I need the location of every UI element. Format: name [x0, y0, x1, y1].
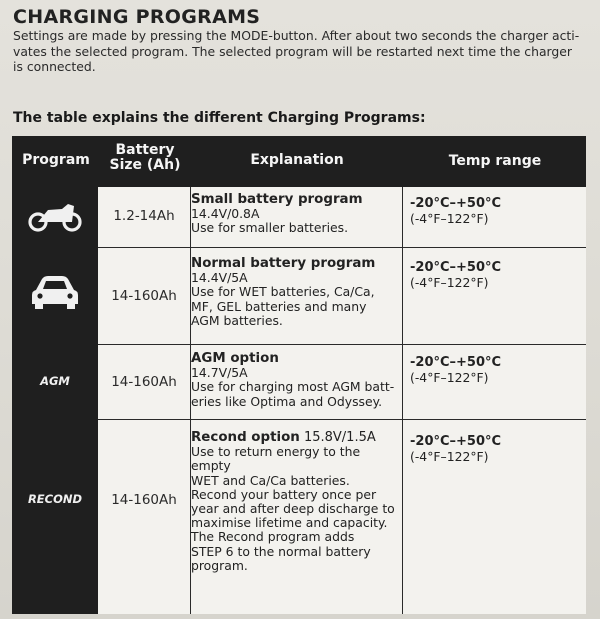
- row-4-line: year and after deep discharge to: [191, 501, 395, 517]
- row-4-temp-fahrenheit: (-4°F–122°F): [410, 449, 489, 464]
- row-1-size: 1.2-14Ah: [113, 208, 175, 224]
- row-3-temp-fahrenheit: (-4°F–122°F): [410, 370, 489, 385]
- row-3-line: 14.7V/5A: [191, 365, 248, 381]
- row-4-explanation: [191, 430, 401, 573]
- row-4-temp-celsius: -20°C–+50°C: [410, 434, 502, 449]
- row-4-line: Use to return energy to the empty: [191, 444, 361, 474]
- header-explanation: Explanation: [250, 152, 344, 168]
- intro-paragraph: [13, 28, 593, 75]
- row-2-explanation: [191, 257, 401, 328]
- row-3-line: eries like Optima and Odyssey.: [191, 393, 383, 409]
- row-4-title-line: [191, 430, 401, 445]
- row-3-title: AGM option: [191, 351, 279, 366]
- row-1-temp-celsius: -20°C–+50°C: [410, 196, 502, 211]
- row-4-temp: [410, 434, 580, 464]
- row-2-size: 14-160Ah: [111, 288, 177, 304]
- row-2-line: MF, GEL batteries and many: [191, 298, 367, 314]
- row-4-line: STEP 6 to the normal battery: [191, 543, 371, 559]
- row-1-explanation: [191, 193, 401, 236]
- row-4-program-label: RECOND: [27, 492, 83, 506]
- table-header: [12, 136, 586, 187]
- header-battery-line2: Size (Ah): [109, 157, 181, 173]
- charging-programs-table: [12, 136, 586, 614]
- row-2-temp-celsius: -20°C–+50°C: [410, 260, 502, 275]
- intro-line-3: is connected.: [13, 59, 96, 74]
- row-3-line: Use for charging most AGM batt-: [191, 379, 395, 395]
- intro-line-1: Settings are made by pressing the MODE-button. After about two seconds the charger acti-: [13, 28, 580, 43]
- header-temp-range: Temp range: [448, 153, 542, 169]
- table-caption: The table explains the different Charging Programs:: [13, 110, 426, 126]
- row-4-title: Recond option: [191, 430, 300, 445]
- header-battery-line1: Battery: [115, 142, 175, 158]
- row-1-temp: [410, 196, 580, 226]
- motorcycle-icon: [28, 200, 82, 232]
- row-4-line: The Recond program adds: [191, 529, 355, 545]
- row-4-line: program.: [191, 557, 248, 573]
- header-program: Program: [22, 152, 90, 168]
- row-4-line: WET and Ca/Ca batteries.: [191, 472, 350, 488]
- row-1-line: 14.4V/0.8A: [191, 206, 260, 222]
- divider-horizontal: [98, 247, 586, 248]
- row-2-temp-fahrenheit: (-4°F–122°F): [410, 275, 489, 290]
- row-3-size: 14-160Ah: [111, 374, 177, 390]
- row-3-temp-celsius: -20°C–+50°C: [410, 355, 502, 370]
- row-2-line: AGM batteries.: [191, 312, 283, 328]
- row-4-line: maximise lifetime and capacity.: [191, 515, 388, 531]
- car-icon: [30, 274, 80, 310]
- row-3-temp: [410, 355, 580, 385]
- row-4-size: 14-160Ah: [111, 492, 177, 508]
- row-2-title: Normal battery program: [191, 256, 376, 271]
- header-battery-size: [100, 143, 190, 173]
- row-4-title-spec: 15.8V/1.5A: [299, 430, 376, 445]
- divider-vertical: [402, 187, 403, 614]
- divider-horizontal: [98, 419, 586, 420]
- row-2-line: 14.4V/5A: [191, 270, 248, 286]
- row-2-line: Use for WET batteries, Ca/Ca,: [191, 284, 375, 300]
- intro-line-2: vates the selected program. The selected program will be restarted next time the charger: [13, 43, 573, 59]
- row-2-temp: [410, 260, 580, 290]
- row-3-explanation: [191, 352, 401, 409]
- divider-horizontal: [98, 344, 586, 345]
- row-1-title: Small battery program: [191, 192, 363, 207]
- row-1-line: Use for smaller batteries.: [191, 220, 349, 236]
- row-1-temp-fahrenheit: (-4°F–122°F): [410, 211, 489, 226]
- row-3-program-label: AGM: [40, 374, 70, 388]
- page-title: CHARGING PROGRAMS: [13, 6, 261, 28]
- row-4-line: Recond your battery once per: [191, 486, 377, 502]
